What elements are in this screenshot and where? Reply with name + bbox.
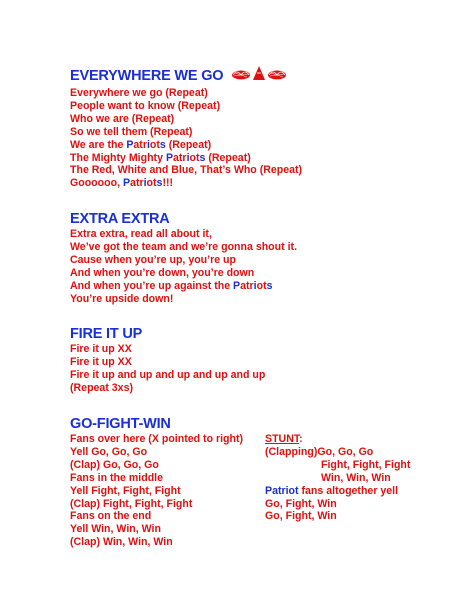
stunt-colon: : [299, 433, 303, 445]
stunt-label: STUNT [265, 433, 300, 445]
cheer-line: Everywhere we go (Repeat) [70, 87, 208, 99]
cheer-heading: GO-FIGHT-WIN [70, 416, 171, 432]
pompom-icon [268, 71, 286, 80]
cheer-extra-extra [70, 211, 297, 305]
megaphone-icon [253, 66, 265, 80]
cheer-line: You’re upside down! [70, 292, 174, 305]
stunt-line: Go, Fight, Win [265, 497, 337, 510]
cheer-heading: FIRE IT UP [70, 326, 143, 342]
cheer-heading-text: EVERYWHERE WE GO [70, 68, 224, 84]
cheer-line: Yell Win, Win, Win [70, 523, 161, 536]
cheer-line: And when you’re down, you’re down [70, 266, 255, 279]
cheer-heading: EXTRA EXTRA [70, 211, 170, 227]
cheer-line: (Clap) Win, Win, Win [70, 536, 173, 549]
pompom-megaphone-icon [231, 65, 287, 81]
cheer-line: (Repeat 3xs) [70, 381, 133, 394]
cheer-line: Fire it up XX [70, 343, 132, 355]
stunt-line: Fight, Fight, Fight [321, 458, 411, 471]
cheer-line: Fans over here (X pointed to right) [70, 433, 244, 445]
cheer-line: Who we are (Repeat) [70, 112, 175, 125]
cheer-line: Yell Fight, Fight, Fight [70, 484, 181, 497]
cheer-line: Fans in the middle [70, 471, 164, 484]
cheer-line: And when you’re up against the Patriots [70, 279, 273, 292]
cheer-line: People want to know (Repeat) [70, 99, 221, 112]
cheer-line: Cause when you’re up, you’re up [70, 253, 236, 266]
stunt-line: (Clapping)Go, Go, Go [265, 445, 374, 458]
stunt-line: Go, Fight, Win [265, 510, 337, 523]
cheer-go-fight-win [70, 416, 243, 549]
pompom-icon [232, 71, 250, 80]
cheer-line: (Clap) Fight, Fight, Fight [70, 497, 193, 510]
cheer-fire-it-up [70, 326, 265, 395]
cheer-line: Extra extra, read all about it, [70, 228, 212, 240]
cheer-line: (Clap) Go, Go, Go [70, 458, 159, 471]
cheer-line: Fire it up and up and up and up and up [70, 368, 266, 381]
cheer-everywhere-we-go [70, 68, 302, 190]
cheer-line: We are the Patriots (Repeat) [70, 138, 212, 151]
cheer-heading [70, 68, 302, 87]
cheer-line: Yell Go, Go, Go [70, 445, 148, 458]
stunt-block [265, 433, 410, 523]
stunt-heading [265, 433, 410, 446]
stunt-line: Patriot fans altogether yell [265, 484, 399, 497]
cheer-line: Fans on the end [70, 510, 152, 523]
cheer-line: So we tell them (Repeat) [70, 125, 193, 138]
stunt-line: Win, Win, Win [321, 471, 391, 484]
cheer-line: Fire it up XX [70, 355, 132, 368]
cheer-line: The Mighty Mighty Patriots (Repeat) [70, 151, 251, 164]
cheer-line: Goooooo, Patriots!!! [70, 177, 174, 190]
cheer-line: The Red, White and Blue, That’s Who (Repeat) [70, 164, 303, 177]
cheer-line: We’ve got the team and we’re gonna shout it. [70, 240, 298, 253]
